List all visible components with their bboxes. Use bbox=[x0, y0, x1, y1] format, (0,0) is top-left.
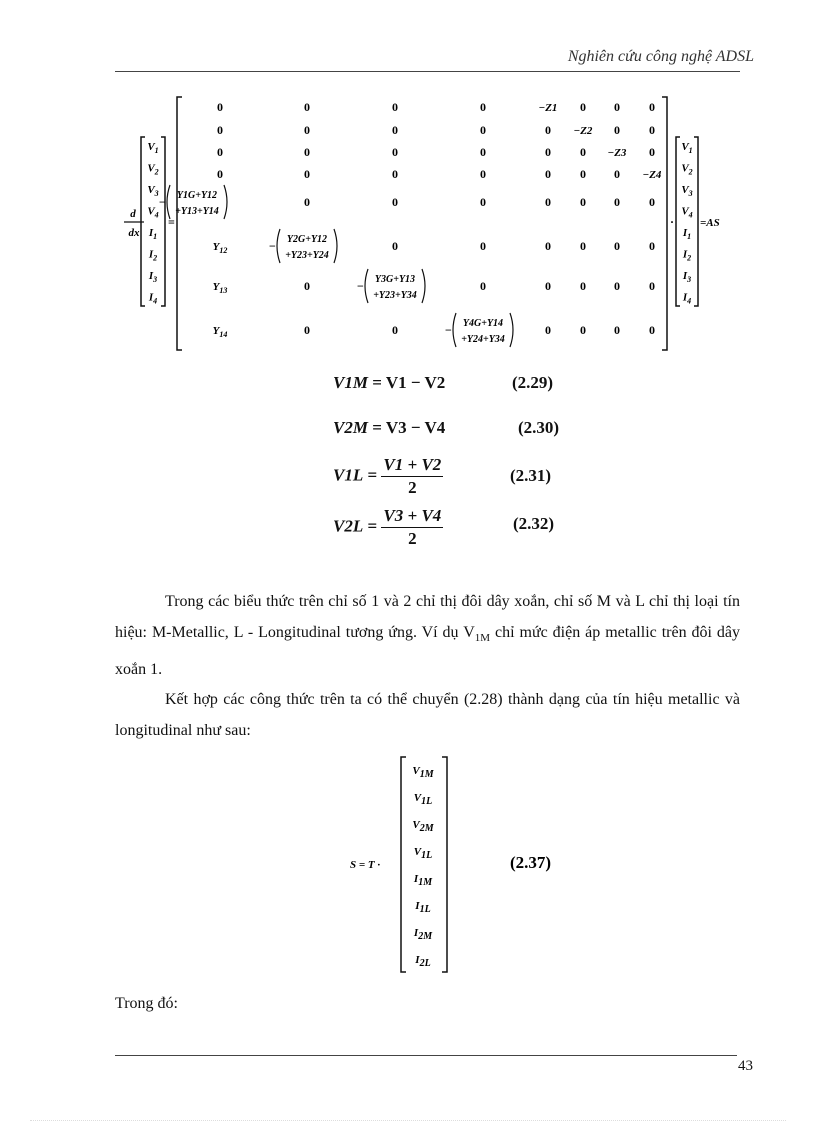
matrix-cell: 0 bbox=[614, 195, 620, 209]
matrix-cell: 0 bbox=[649, 100, 655, 114]
fraction bbox=[381, 455, 443, 498]
equation-number: (2.32) bbox=[513, 514, 555, 533]
matrix-cell: 0 bbox=[392, 167, 398, 181]
matrix-cell: 0 bbox=[480, 195, 486, 209]
fraction-numerator: V3 + V4 bbox=[381, 506, 443, 528]
right-paren bbox=[422, 269, 425, 303]
fraction bbox=[381, 506, 443, 549]
matrix-cell: $Y_{13}$ bbox=[212, 281, 228, 295]
lhs-vector-entry: $V_1$ bbox=[147, 141, 159, 155]
equation-number: (2.29) bbox=[512, 373, 554, 392]
left-paren bbox=[167, 185, 170, 219]
rhs-vector-entry: $I_1$ bbox=[682, 227, 692, 241]
right-paren bbox=[224, 185, 227, 219]
matrix-cell: 0 bbox=[580, 145, 586, 159]
lhs-vector-entry: $V_2$ bbox=[147, 162, 159, 177]
page-number: 43 bbox=[738, 1058, 753, 1074]
matrix-cell: 0 bbox=[392, 123, 398, 137]
eq-rhs: = V1 − V2 bbox=[372, 373, 446, 392]
lhs-vector-entry: $V_3$ bbox=[147, 184, 159, 198]
lhs-operator-denominator: dx bbox=[128, 227, 140, 239]
matrix-cell: 0 bbox=[304, 145, 310, 159]
matrix-cell: 0 bbox=[480, 123, 486, 137]
s-vector-entry: V1L bbox=[413, 846, 433, 861]
matrix-cell: 0 bbox=[580, 195, 586, 209]
left-paren bbox=[365, 269, 368, 303]
matrix-cell: 0 bbox=[545, 123, 551, 137]
s-vector-entry: V2M bbox=[412, 819, 434, 834]
matrix-equation bbox=[0, 0, 816, 360]
matrix-cell: 0 bbox=[392, 145, 398, 159]
matrix-cell: $Y_{12}$ bbox=[212, 241, 228, 255]
right-paren bbox=[334, 229, 337, 263]
matrix-cell: 0 bbox=[649, 279, 655, 293]
matrix-cell: 0 bbox=[545, 323, 551, 337]
matrix-cell: 0 bbox=[217, 167, 223, 181]
paragraph-text: Kết hợp các công thức trên ta có thể chuyển (2.28) thành dạng của tín hiệu metallic và longitudinal như sau: bbox=[115, 691, 740, 739]
paragraph-indices bbox=[115, 586, 740, 685]
s-vector-entry: V1L bbox=[413, 792, 433, 807]
equation-2-30 bbox=[333, 418, 445, 438]
compound-line-1: Y3G+Y13 bbox=[374, 274, 416, 285]
matrix-cell: 0 bbox=[480, 145, 486, 159]
matrix-cell: 0 bbox=[217, 145, 223, 159]
minus-sign: − bbox=[159, 195, 166, 209]
compound-line-1: Y1G+Y12 bbox=[176, 190, 218, 201]
rhs-vector-entry: $V_1$ bbox=[681, 141, 693, 155]
matrix-cell: 0 bbox=[580, 239, 586, 253]
matrix-cell: $Y_{14}$ bbox=[212, 325, 228, 339]
equation-number: (2.37) bbox=[510, 853, 552, 872]
s-vector-entry: I1L bbox=[415, 900, 431, 915]
matrix-cell: 0 bbox=[480, 167, 486, 181]
s-vector bbox=[412, 765, 434, 969]
matrix-cell: 0 bbox=[649, 195, 655, 209]
fraction-numerator: V1 + V2 bbox=[381, 455, 443, 477]
equation-2-32: V2L = $\frac{V3 + V4}{2}$ bbox=[333, 506, 442, 548]
eq-rhs: = V3 − V4 bbox=[372, 418, 446, 437]
multiply-dot: · bbox=[670, 215, 675, 229]
equation-2-29 bbox=[333, 373, 445, 393]
matrix-cell: 0 bbox=[545, 195, 551, 209]
matrix-cell: 0 bbox=[614, 100, 620, 114]
lhs-operator-numerator: d bbox=[130, 208, 136, 220]
s-vector-entry: I2L bbox=[415, 954, 431, 969]
lhs-vector-entry: $I_1$ bbox=[148, 227, 158, 241]
matrix-cell-compound bbox=[357, 269, 425, 303]
compound-line-2: +Y23+Y24 bbox=[285, 250, 329, 261]
rhs-vector-entry: $I_2$ bbox=[682, 248, 692, 263]
matrix-cell-compound bbox=[445, 313, 513, 347]
matrix-cell: −Z2 bbox=[573, 125, 593, 137]
rhs-vector-entry: $I_3$ bbox=[682, 270, 692, 284]
footer-rule bbox=[115, 1055, 737, 1056]
matrix-cell: 0 bbox=[614, 167, 620, 181]
compound-line-2: +Y13+Y14 bbox=[175, 206, 219, 217]
matrix-cell: 0 bbox=[304, 195, 310, 209]
matrix-cell: 0 bbox=[545, 279, 551, 293]
matrix-cell: 0 bbox=[614, 323, 620, 337]
matrix-cell: 0 bbox=[392, 323, 398, 337]
lhs-vector bbox=[141, 137, 165, 306]
s-equation bbox=[0, 750, 816, 980]
matrix-cell-compound bbox=[269, 229, 337, 263]
compound-line-1: Y4G+Y14 bbox=[462, 318, 504, 329]
matrix-cell: 0 bbox=[649, 145, 655, 159]
s-vector-entry: I2M bbox=[413, 927, 433, 942]
rhs-vector-entry: $I_4$ bbox=[682, 291, 692, 306]
matrix-cell: 0 bbox=[545, 167, 551, 181]
matrix-cell: 0 bbox=[392, 100, 398, 114]
equation-number: (2.30) bbox=[518, 418, 560, 437]
matrix-cell: 0 bbox=[304, 323, 310, 337]
matrix-cell: 0 bbox=[580, 167, 586, 181]
coefficient-matrix bbox=[159, 97, 667, 350]
eq-lhs: V1M bbox=[333, 373, 368, 392]
matrix-cell: 0 bbox=[392, 195, 398, 209]
s-vector-entry: I1M bbox=[413, 873, 433, 888]
paragraph-text: Trong các biểu thức trên chỉ số 1 và 2 chỉ thị đôi dây xoắn, chỉ số M và L chỉ thị loại tín hiệu: M-Metallic, L - Longitudinal tương ứng. Ví dụ V bbox=[115, 593, 740, 641]
rhs-vector-entry: $V_4$ bbox=[681, 205, 693, 220]
matrix-cell: 0 bbox=[217, 100, 223, 114]
minus-sign: − bbox=[269, 239, 276, 253]
matrix-cell: 0 bbox=[580, 323, 586, 337]
s-equation-lhs: S = T · bbox=[350, 859, 381, 871]
lhs-vector-entry: $I_3$ bbox=[148, 270, 158, 284]
matrix-cell: 0 bbox=[480, 100, 486, 114]
matrix-cell: 0 bbox=[304, 167, 310, 181]
paragraph-text: chỉ mức điện áp metallic trên đôi dây xoắn 1. bbox=[115, 624, 741, 679]
matrix-cell: 0 bbox=[545, 239, 551, 253]
matrix-cell: 0 bbox=[649, 323, 655, 337]
matrix-cell: 0 bbox=[614, 279, 620, 293]
fraction-denominator: 2 bbox=[408, 478, 417, 497]
minus-sign: − bbox=[357, 279, 364, 293]
matrix-cell: 0 bbox=[217, 123, 223, 137]
equation-number: (2.31) bbox=[510, 466, 552, 485]
lhs-vector-entry: $I_4$ bbox=[148, 291, 158, 306]
matrix-cell: 0 bbox=[649, 123, 655, 137]
rhs-result: =AS bbox=[700, 217, 720, 229]
matrix-cell: 0 bbox=[480, 279, 486, 293]
running-header: Nghiên cứu công nghệ ADSL bbox=[567, 48, 754, 65]
matrix-cell: 0 bbox=[649, 239, 655, 253]
equation-2-31: V1L = $\frac{V1 + V2}{2}$ bbox=[333, 455, 442, 497]
compound-line-2: +Y24+Y34 bbox=[461, 334, 505, 345]
matrix-cell: 0 bbox=[614, 123, 620, 137]
compound-line-2: +Y23+Y34 bbox=[373, 290, 417, 301]
rhs-vector-entry: $V_3$ bbox=[681, 184, 693, 198]
s-vector-entry: V1M bbox=[412, 765, 434, 780]
subscript: 1M bbox=[474, 632, 491, 645]
matrix-cell: 0 bbox=[304, 100, 310, 114]
paragraph-combine bbox=[115, 684, 740, 746]
matrix-cell-compound bbox=[159, 185, 227, 219]
matrix-cell: −Z3 bbox=[607, 147, 627, 159]
matrix-cell: 0 bbox=[545, 145, 551, 159]
minus-sign: − bbox=[445, 323, 452, 337]
compound-line-1: Y2G+Y12 bbox=[286, 234, 328, 245]
lhs-vector-entry: $V_4$ bbox=[147, 205, 159, 220]
equals-sign: = bbox=[168, 215, 175, 229]
eq-lhs: V1L bbox=[333, 465, 364, 485]
matrix-cell: 0 bbox=[304, 279, 310, 293]
right-paren bbox=[510, 313, 513, 347]
matrix-cell: 0 bbox=[304, 123, 310, 137]
lhs-vector-entry: $I_2$ bbox=[148, 248, 158, 263]
matrix-cell: 0 bbox=[580, 279, 586, 293]
fraction-denominator: 2 bbox=[408, 529, 417, 548]
eq-lhs: V2L bbox=[333, 516, 364, 536]
paragraph-where: Trong đó: bbox=[115, 995, 178, 1012]
eq-lhs: V2M bbox=[333, 418, 368, 437]
matrix-cell: −Z4 bbox=[642, 169, 662, 181]
matrix-cell: 0 bbox=[480, 239, 486, 253]
left-paren bbox=[277, 229, 280, 263]
rhs-vector-entry: $V_2$ bbox=[681, 162, 693, 177]
matrix-cell: −Z1 bbox=[538, 102, 558, 114]
matrix-cell: 0 bbox=[614, 239, 620, 253]
matrix-cell: 0 bbox=[580, 100, 586, 114]
left-paren bbox=[453, 313, 456, 347]
rhs-vector bbox=[676, 137, 698, 306]
page-edge-dots bbox=[30, 1120, 786, 1121]
matrix-cell: 0 bbox=[392, 239, 398, 253]
